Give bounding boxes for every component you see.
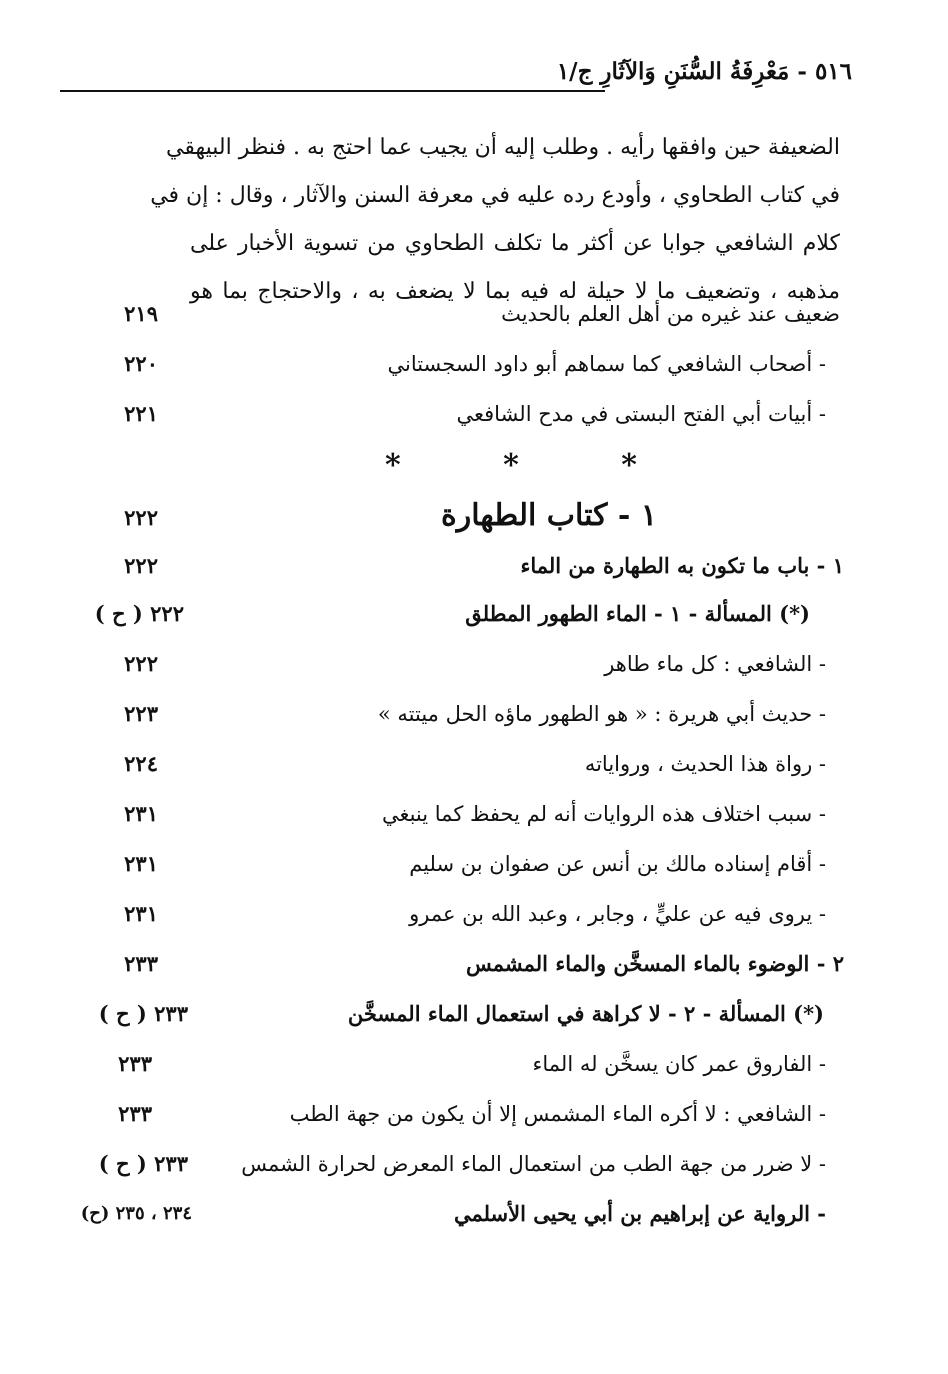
paragraph-line: في كتاب الطحاوي ، وأودع رده عليه في معرفة السنن والآثار ، وقال : إن في bbox=[150, 183, 840, 208]
entry-text: - أصحاب الشافعي كما سماهم أبو داود السجستاني bbox=[387, 352, 826, 376]
entry-text: - الرواية عن إبراهيم بن أبي يحيى الأسلمي bbox=[453, 1201, 826, 1226]
entry-page: ٢٣٣ bbox=[124, 951, 158, 976]
entry-page: ٢٢٢ bbox=[124, 651, 158, 676]
section-separator: * * * bbox=[385, 448, 683, 483]
entry-text: - أقام إسناده مالك بن أنس عن صفوان بن سليم bbox=[409, 852, 826, 876]
toc-entry bbox=[0, 846, 948, 886]
header-title: ٥١٦ - مَعْرِفَةُ السُّنَنِ وَالآثَارِ ج/١ bbox=[556, 58, 852, 85]
entry-text: - أبيات أبي الفتح البستى في مدح الشافعي bbox=[456, 402, 826, 426]
entry-page: ٢٣٤ ، ٢٣٥ (ح) bbox=[80, 1203, 192, 1224]
toc-entry bbox=[0, 746, 948, 786]
entry-text: - حديث أبي هريرة : « هو الطهور ماؤه الحل ميتته » bbox=[377, 702, 826, 726]
entry-page: ٢٢٢ bbox=[124, 553, 158, 578]
toc-entry bbox=[0, 1146, 948, 1186]
toc-entry bbox=[0, 646, 948, 686]
entry-text: ١ - باب ما تكون به الطهارة من الماء bbox=[520, 553, 844, 578]
entry-page: ٢٢٢ ( ح ) bbox=[94, 601, 184, 626]
toc-entry bbox=[0, 346, 948, 386]
entry-text: ضعيف عند غيره من أهل العلم بالحديث bbox=[501, 302, 840, 326]
header-rule bbox=[60, 90, 605, 92]
entry-text: - الشافعي : كل ماء طاهر bbox=[604, 652, 826, 676]
toc-entry bbox=[0, 896, 948, 936]
entry-text: - رواة هذا الحديث ، ورواياته bbox=[584, 752, 826, 776]
issue-heading bbox=[0, 996, 948, 1036]
entry-page: ٢٢٢ bbox=[124, 505, 158, 530]
entry-text: - الفاروق عمر كان يسخَّن له الماء bbox=[532, 1052, 826, 1076]
book-heading bbox=[0, 494, 948, 534]
entry-page: ٢٢٣ bbox=[124, 701, 158, 726]
paragraph-line: الضعيفة حين وافقها رأيه . وطلب إليه أن يجيب عما احتج به . فنظر البيهقي bbox=[166, 135, 840, 160]
entry-page: ٢١٩ bbox=[124, 301, 158, 326]
toc-entry bbox=[0, 1096, 948, 1136]
entry-text: - الشافعي : لا أكره الماء المشمس إلا أن يكون من جهة الطب bbox=[289, 1102, 826, 1126]
entry-page: ٢٣١ bbox=[124, 901, 158, 926]
issue-heading bbox=[0, 596, 948, 636]
toc-entry bbox=[0, 1196, 948, 1236]
entry-text: ١ - كتاب الطهارة bbox=[441, 498, 657, 533]
entry-page: ٢٣١ bbox=[124, 851, 158, 876]
entry-text: - يروى فيه عن عليٍّ ، وجابر ، وعبد الله بن عمرو bbox=[409, 902, 826, 926]
chapter-heading bbox=[0, 548, 948, 588]
entry-page: ٢٢٠ bbox=[124, 351, 158, 376]
toc-entry bbox=[0, 1046, 948, 1086]
toc-entry bbox=[0, 296, 948, 336]
entry-page: ٢٢١ bbox=[124, 401, 158, 426]
toc-entry bbox=[0, 696, 948, 736]
entry-text: - سبب اختلاف هذه الروايات أنه لم يحفظ كما ينبغي bbox=[381, 802, 826, 826]
entry-page: ٢٣٣ bbox=[118, 1051, 152, 1076]
entry-page: ٢٣٣ ( ح ) bbox=[98, 1001, 188, 1026]
chapter-heading bbox=[0, 946, 948, 986]
entry-page: ٢٢٤ bbox=[124, 751, 158, 776]
toc-entry bbox=[0, 396, 948, 436]
entry-text: (*) المسألة - ١ - الماء الطهور المطلق bbox=[465, 601, 810, 626]
entry-text: ٢ - الوضوء بالماء المسخَّن والماء المشمس bbox=[465, 951, 844, 976]
running-header bbox=[60, 58, 852, 98]
entry-page: ٢٣٣ ( ح ) bbox=[98, 1151, 188, 1176]
toc-entry bbox=[0, 796, 948, 836]
entry-text: - لا ضرر من جهة الطب من استعمال الماء المعرض لحرارة الشمس bbox=[241, 1152, 826, 1176]
paragraph-line: مذهبه ، وتضعيف ما لا حيلة له فيه بما لا يضعف به ، والاحتجاج بما هو bbox=[190, 279, 840, 304]
intro-paragraph bbox=[150, 124, 840, 316]
paragraph-line: كلام الشافعي جوابا عن أكثر ما تكلف الطحاوي من تسوية الأخبار على bbox=[190, 231, 840, 256]
entry-text: (*) المسألة - ٢ - لا كراهة في استعمال الماء المسخَّن bbox=[347, 1001, 824, 1026]
entry-page: ٢٣١ bbox=[124, 801, 158, 826]
entry-page: ٢٣٣ bbox=[118, 1101, 152, 1126]
